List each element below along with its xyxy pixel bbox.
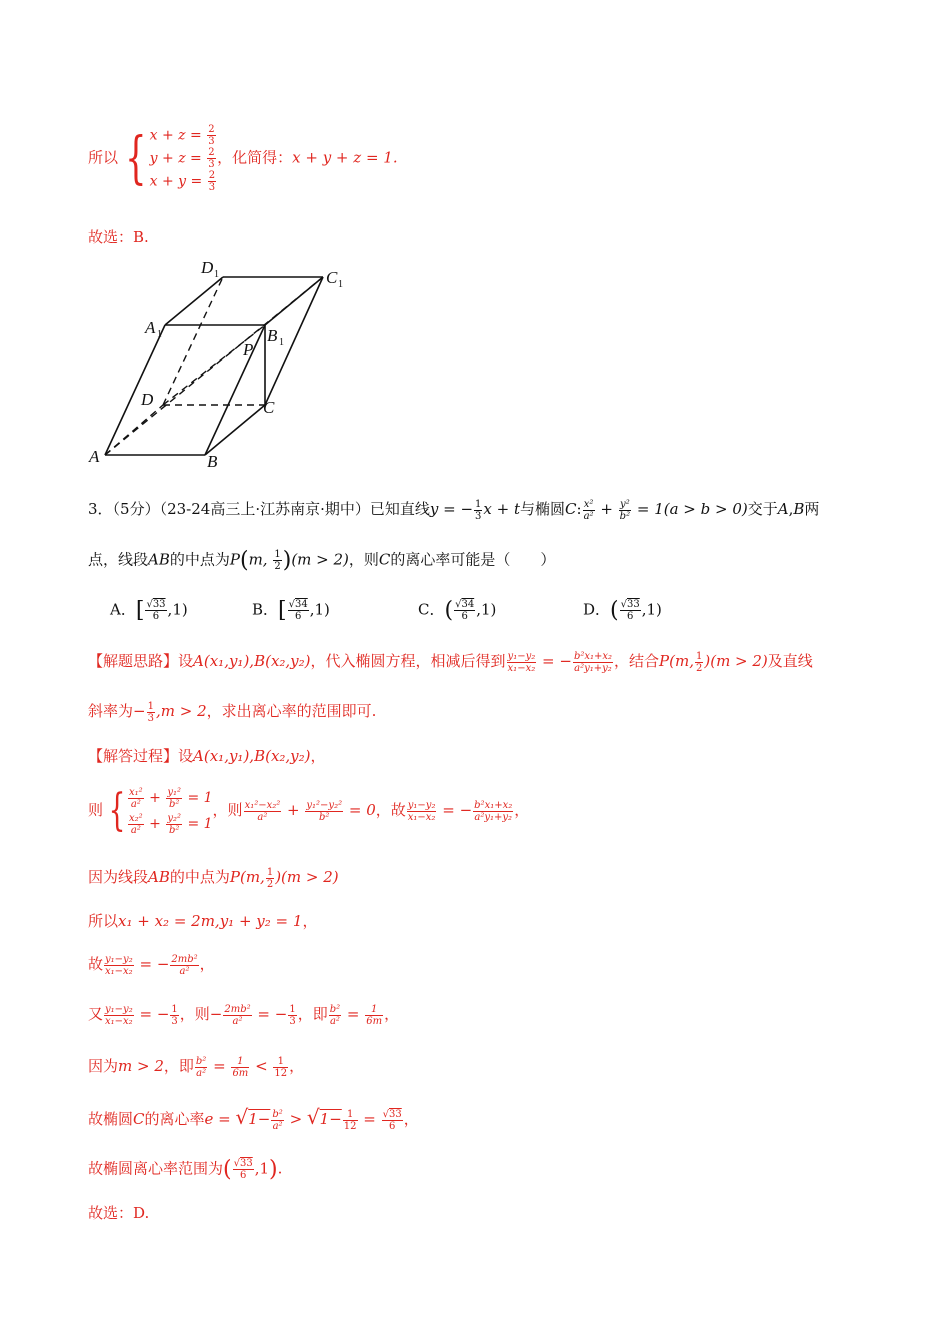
solution-process-line2: 则 { $\frac{\text{x₁²}}{\text{a²}}$ + $\frac{\text{y₁²}}{\text{b²}}$ = 1 $\frac{\text{x₂²}}{\text{a²}}$ + $\frac{\text{y₂²}}{\text{b²}}$ = 1 ，则 $\frac{\text{x₁²−x₂²}}{\text{a²}}$ + $\frac{\text{y₁²−y₂²}}{\text{b²}}$ = 0，故 $\frac{\text{y₁−y₂}}{\text{x₁−x₂}}$ = − $\frac{\text{b²x₁+x₂}}{\text{a²y₁+y₂}}$ ， [88,785,530,836]
answer-b: 故选：B. [88,228,149,246]
so-text: 所以 [88,148,119,167]
label-a1: A [145,318,156,337]
solution-process-line1: 【解答过程】设A(x₁,y₁),B(x₂,y₂)， [88,747,326,765]
label-c: C [263,398,275,417]
solution-process-line8: 故椭圆C的离心率e = √1− $\frac{\text{b²}}{\text{a²}}$ > √1− $\frac{1}{12}$ = $\frac{√33}{6}$ ， [88,1105,419,1132]
label-p: P [243,340,254,359]
question-3-line2: 点，线段AB的中点为P(m, $\frac{1}{2}$ )(m > 2)，则C的离心率可能是（ ） [88,548,556,573]
choice-d[interactable]: D．( $\frac{√33}{6}$ ,1) [583,598,662,623]
label-a: A [89,447,100,466]
label-d: D [141,390,154,409]
parallelepiped-figure [85,255,385,470]
svg-text:1: 1 [157,329,162,340]
label-d1: D [201,258,214,277]
svg-text:1: 1 [214,269,219,280]
label-b: B [207,452,218,470]
solution-idea-line1: 【解题思路】设A(x₁,y₁),B(x₂,y₂)，代入椭圆方程，相减后得到 $\frac{\text{y₁−y₂}}{\text{x₁−x₂}}$ = − $\frac{\text{b²x₁+x₂}}{\text{a²y₁+y₂}}$ ，结合P(m, $\frac{1}{2}$ )(m > 2)及直线 [88,650,813,674]
label-c1: C [326,268,338,287]
solution-idea-line2: 斜率为− $\frac{1}{3}$ ,m > 2，求出离心率的范围即可. [88,700,377,724]
svg-text:1: 1 [338,279,343,290]
choice-b[interactable]: B．[ $\frac{√34}{6}$ ,1) [252,598,330,623]
label-b1: B [267,326,278,345]
choice-c[interactable]: C．( $\frac{√34}{6}$ ,1) [418,598,497,623]
solution-process-line9: 故椭圆离心率范围为( $\frac{√33}{6}$ ,1). [88,1157,283,1182]
solution-process-line6: 又 $\frac{\text{y₁−y₂}}{\text{x₁−x₂}}$ = − $\frac{1}{3}$ ，则− $\frac{\text{2mb²}}{\text{a²}}$ = − $\frac{1}{3}$ ，即 $\frac{\text{b²}}{\text{a²}}$ = $\frac{1}{6m}$ ， [88,1003,400,1027]
choice-a[interactable]: A．[ $\frac{√33}{6}$ ,1) [110,598,188,623]
question-3-line1: 3．（5分）（23-24高三上·江苏南京·期中）已知直线y = − $\frac{1}{3}$ x + t与椭圆C: $\frac{\text{x²}}{\text{a²}}$ + $\frac{\text{y²}}{\text{b²}}$ = 1(a > b > 0)交于A,B两 [88,498,820,522]
equation-system: { x + z = $\frac{2}{3}$ y + z = $\frac{2}{3}$ x + y = $\frac{2}{3}$ [125,124,216,193]
system-line: 所以 { x + z = $\frac{2}{3}$ y + z = $\frac{2}{3}$ x + y = $\frac{2}{3}$ ，化简得：x + y + z = 1. [88,124,398,193]
svg-text:1: 1 [279,337,284,348]
solution-process-line5: 故 $\frac{\text{y₁−y₂}}{\text{x₁−x₂}}$ = − $\frac{\text{2mb²}}{\text{a²}}$ ， [88,953,215,977]
solution-process-line7: 因为m > 2，即 $\frac{\text{b²}}{\text{a²}}$ = $\frac{1}{6m}$ < $\frac{1}{12}$ ， [88,1055,305,1079]
answer-d: 故选：D. [88,1204,150,1222]
solution-process-line3: 因为线段AB的中点为P(m, $\frac{1}{2}$ )(m > 2) [88,866,339,890]
solution-process-line4: 所以x₁ + x₂ = 2m,y₁ + y₂ = 1， [88,912,318,930]
